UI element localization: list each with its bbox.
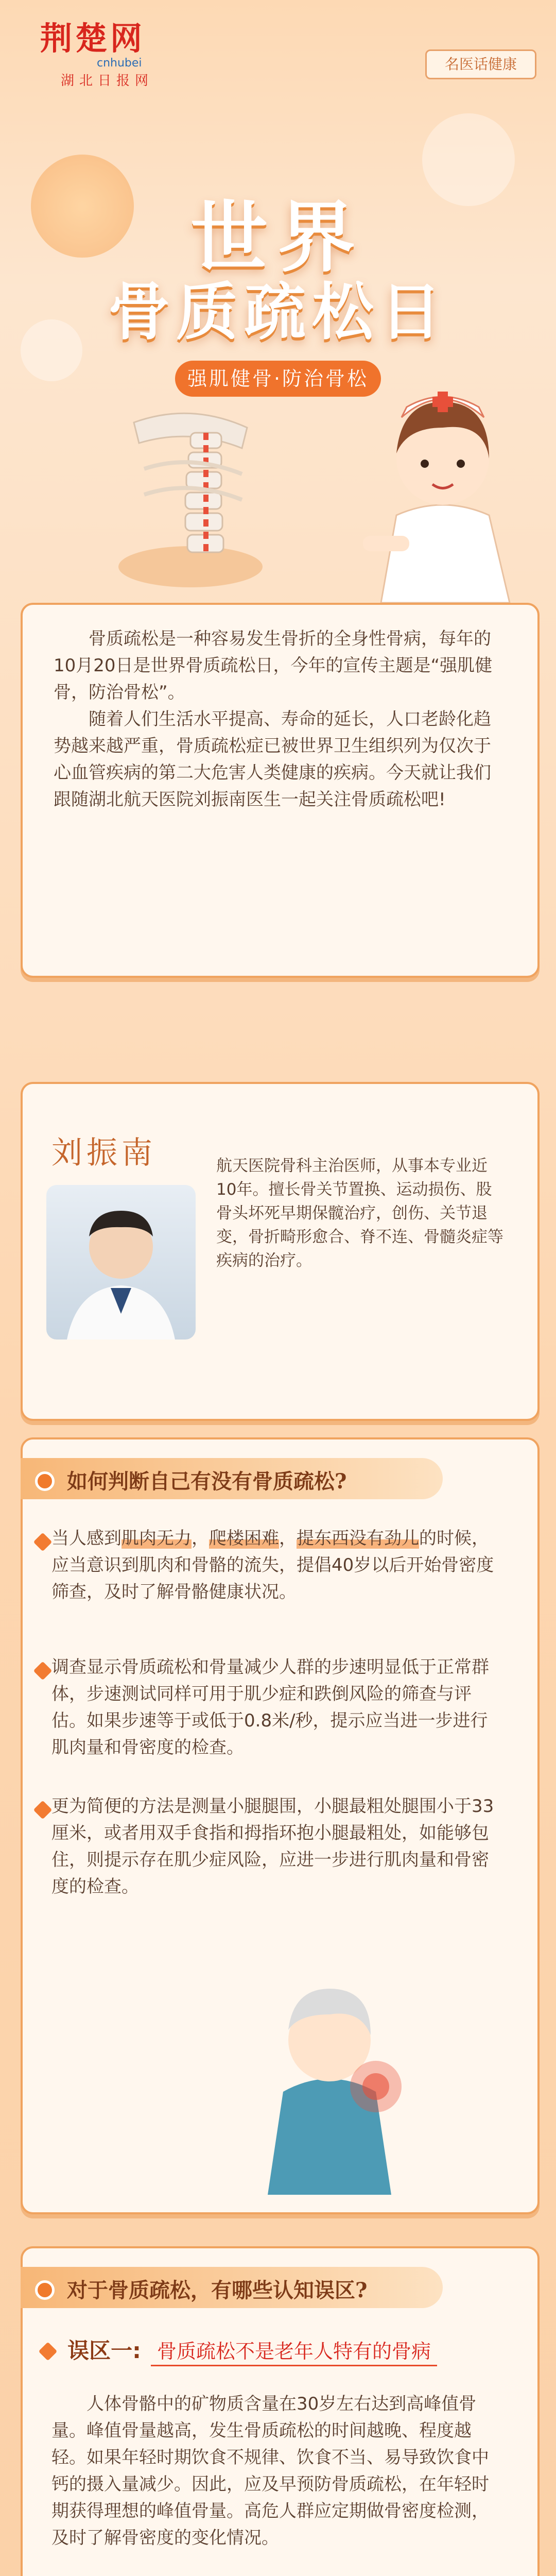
- section1-para2: 调查显示骨质疏松和骨量减少人群的步速明显低于正常群体，步速测试同样可用于肌少症和跌倒风险的筛查与评估。如果步速等于或低于0.8米/秒，提示应当进一步进行肌肉量和骨密度的检查。: [51, 1657, 489, 1758]
- intro-text: [23, 605, 537, 834]
- intro-paragraph: 随着人们生活水平提高、寿命的延长，人口老龄化趋势越来越严重，骨质疏松症已被世界卫生组织列为仅次于心血管疾病的第二大危害人类健康的疾病。今天就让我们跟随湖北航天医院刘振南医生一起关注骨质疏松吧!: [54, 709, 491, 810]
- section1-header: [21, 1458, 535, 1504]
- elderly-pain-illustration: [237, 1937, 422, 2195]
- text-span: ，: [279, 1528, 297, 1549]
- highlight-span: 肌肉无力: [121, 1528, 192, 1549]
- headline-line2: 骨质疏松日: [108, 277, 448, 348]
- bullet-icon: [35, 1471, 55, 1491]
- logo-en: cnhubei: [97, 57, 142, 70]
- bullet-icon: [35, 2280, 55, 2300]
- highlight-span: 爬楼困难: [209, 1528, 279, 1549]
- slogan-pill: 强肌健骨·防治骨松: [175, 361, 381, 397]
- section2-header: [21, 2267, 535, 2313]
- intro-paragraph: 骨质疏松是一种容易发生骨折的全身性骨病，每年的10月20日是世界骨质疏松日，今年的宣传主题是“强肌健骨，防治骨松”。: [54, 629, 493, 703]
- doctor-name: 刘振南: [51, 1135, 157, 1171]
- text-span: ，: [192, 1528, 209, 1549]
- site-logo[interactable]: [40, 21, 189, 89]
- section1-para1: [51, 1525, 505, 1605]
- column-badge: 名医话健康: [425, 49, 536, 79]
- section1-title: 如何判断自己有没有骨质疏松?: [67, 1469, 347, 1494]
- section1-para3: 更为简便的方法是测量小腿腿围，小腿最粗处腿围小于33厘米，或者用双手食指和拇指环抱小腿最粗处，如能够包住，则提示存在肌少症风险，应进一步进行肌肉量和骨密度的检查。: [51, 1796, 494, 1897]
- logo-sub: 湖北日报网: [61, 73, 154, 89]
- highlight-span: 提东西没有劲儿: [297, 1528, 419, 1549]
- doctor-photo: [46, 1185, 196, 1340]
- section2-title: 对于骨质疏松，有哪些认知误区?: [67, 2278, 368, 2302]
- myth1-text: 骨质疏松不是老年人特有的骨病: [151, 2334, 437, 2366]
- text-span: 当人感到: [51, 1528, 121, 1549]
- logo-name: 荆楚网: [40, 20, 146, 57]
- myth1: [41, 2334, 437, 2367]
- intro-card: [21, 603, 540, 978]
- myth1-body: 人体骨骼中的矿物质含量在30岁左右达到高峰值骨量。峰值骨量越高，发生骨质疏松的时间越晚、程度越轻。如果年轻时期饮食不规律、饮食不当、易导致饮食中钙的摄入量减少。因此，应及早预防骨质疏松，在年轻时期获得理想的峰值骨量。高危人群应定期做骨密度检测，及时了解骨密度的变化情况。: [51, 2394, 489, 2548]
- doctor-bio: 航天医院骨科主治医师，从事本专业近10年。擅长骨关节置换、运动损伤、股骨头坏死早期保髋治疗，创伤、关节退变，骨折畸形愈合、脊不连、骨髓炎症等疾病的治疗。: [216, 1157, 503, 1270]
- nurse-illustration: [360, 361, 525, 603]
- headline-line1: 世界: [190, 193, 366, 283]
- text-span: 的时候，应当意识到肌肉和骨骼的流失，提倡40岁以后开始骨密度筛查，及时了解骨骼健康状况。: [51, 1528, 494, 1602]
- spine-illustration: [113, 392, 309, 608]
- diamond-bullet-icon: [39, 2342, 58, 2361]
- myth1-label: 误区一:: [67, 2338, 141, 2363]
- header-banner: [0, 0, 556, 598]
